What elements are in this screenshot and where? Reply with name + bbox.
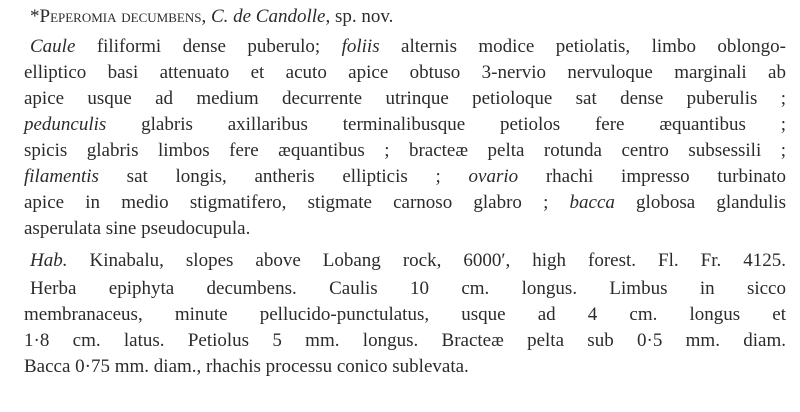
species-name: Peperomia decumbens <box>39 6 202 27</box>
description-line-4 <box>24 112 786 138</box>
heading-separator: , <box>201 6 211 27</box>
description-line-8: asperulata sine pseudocupula. <box>24 218 251 239</box>
description-line-1 <box>30 34 786 60</box>
text-run: filiformi dense puberulo; <box>75 36 342 57</box>
italic-term: bacca <box>569 192 615 213</box>
species-status: sp. nov. <box>334 6 394 27</box>
habitat-line <box>30 248 786 274</box>
text-run: apice in medio stigmatifero, stigmate carnoso glabro ; <box>24 192 570 213</box>
habitat-text: Kinabalu, slopes above Lobang rock, 6000′, high forest. Fl. Fr. 4125. <box>67 250 786 271</box>
text-run: glabris axillaribus terminalibusque petiolos fere æquantibus ; <box>106 114 786 135</box>
italic-term: foliis <box>341 36 380 57</box>
description-line-5: spicis glabris limbos fere æquantibus ; bracteæ pelta rotunda centro subsessili ; <box>24 140 786 161</box>
text-run: sat longis, antheris ellipticis ; <box>98 166 469 187</box>
italic-term: filamentis <box>24 166 99 187</box>
notes-line-3: 1·8 cm. latus. Petiolus 5 mm. longus. Bracteæ pelta sub 0·5 mm. diam. <box>24 330 786 351</box>
asterisk-marker: * <box>30 6 40 27</box>
italic-term: ovario <box>468 166 519 187</box>
habitat-label: Hab. <box>30 250 68 271</box>
italic-term: pedunculis <box>24 114 107 135</box>
description-line-3: apice usque ad medium decurrente utrinque petioloque sat dense puberulis ; <box>24 88 786 109</box>
description-line-6 <box>24 164 786 190</box>
italic-term: Caule <box>30 36 76 57</box>
text-run: globosa glandulis <box>614 192 786 213</box>
heading-separator: , <box>325 6 335 27</box>
description-line-2: elliptico basi attenuato et acuto apice obtuso 3-nervio nervuloque marginali ab <box>24 62 786 83</box>
notes-line-4: Bacca 0·75 mm. diam., rhachis processu conico sublevata. <box>24 356 469 377</box>
description-line-7 <box>24 190 786 216</box>
species-heading <box>30 4 770 30</box>
species-author: C. de Candolle <box>210 6 326 27</box>
notes-line-1: Herba epiphyta decumbens. Caulis 10 cm. longus. Limbus in sicco <box>30 278 786 299</box>
text-run: alternis modice petiolatis, limbo oblongo- <box>379 36 786 57</box>
notes-line-2: membranaceus, minute pellucido-punctulatus, usque ad 4 cm. longus et <box>24 304 786 325</box>
text-run: rhachi impresso turbinato <box>518 166 786 187</box>
